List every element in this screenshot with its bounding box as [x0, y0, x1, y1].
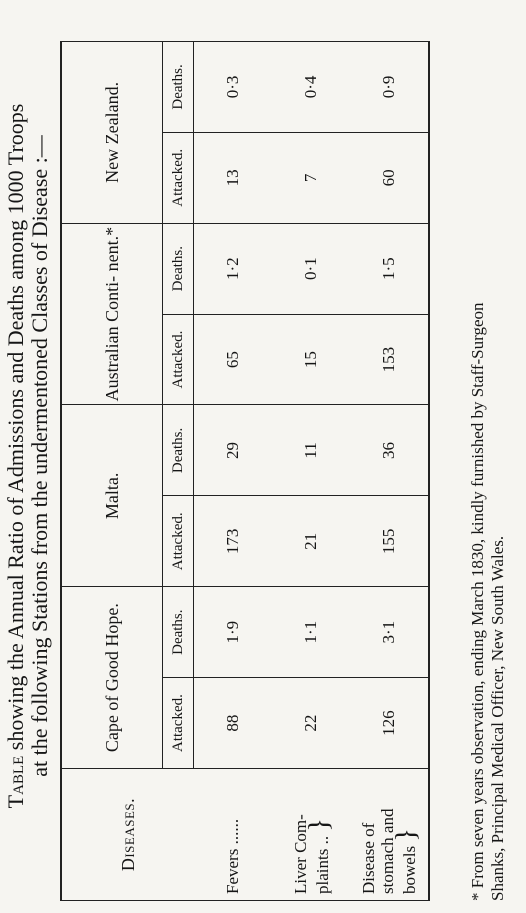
table-cell: 1·9 [194, 587, 273, 678]
table-cell: 0·3 [194, 42, 273, 133]
table-cell: 1·5 [350, 223, 429, 314]
brace-glyph: } [391, 828, 422, 842]
table-cell: 7 [272, 132, 350, 223]
table-cell: 36 [350, 405, 429, 496]
table-cell: 1·1 [272, 587, 350, 678]
row-label [350, 769, 429, 901]
caption-table-word: Table [3, 755, 28, 809]
table-row [272, 42, 350, 901]
table-cell: 0·9 [350, 42, 429, 133]
table-cell: 173 [194, 496, 273, 587]
station-header-new-zealand: New Zealand. [61, 42, 163, 224]
row-label [194, 769, 273, 901]
table-cell: 15 [272, 314, 350, 405]
station-header-malta: Malta. [61, 405, 163, 587]
attacked-header: Attacked. [163, 314, 194, 405]
table-cell: 88 [194, 678, 273, 769]
table-cell: 0·4 [272, 42, 350, 133]
brace-glyph: } [303, 818, 335, 832]
diseases-header: Diseases. [61, 769, 194, 901]
attacked-header: Attacked. [163, 132, 194, 223]
table-cell: 126 [350, 678, 429, 769]
table-cell: 0·1 [272, 223, 350, 314]
row-label-text: Fevers ...... [223, 818, 243, 894]
table-cell: 22 [272, 678, 350, 769]
table-row [194, 42, 273, 901]
table-cell: 11 [272, 405, 350, 496]
deaths-header: Deaths. [163, 223, 194, 314]
footnote [468, 11, 508, 901]
row-label-text: Liver Com- plaints .. [290, 814, 332, 894]
disease-ratio-table [60, 41, 430, 901]
table-cell: 155 [350, 496, 429, 587]
table-cell: 60 [350, 132, 429, 223]
table-cell: 29 [194, 405, 273, 496]
table-row [350, 42, 429, 901]
table-cell: 65 [194, 314, 273, 405]
footnote-line-2: Shanks, Principal Medical Officer, New South Wales. [488, 535, 507, 901]
attacked-header: Attacked. [163, 678, 194, 769]
table-caption [4, 11, 52, 901]
row-label-text: Disease of stomach and bowels [359, 808, 419, 894]
station-header-row [61, 42, 163, 901]
station-header-cape: Cape of Good Hope. [61, 587, 163, 769]
deaths-header: Deaths. [163, 405, 194, 496]
caption-line-1: showing the Annual Ratio of Admissions and Deaths among 1000 Troops [3, 103, 28, 751]
attacked-header: Attacked. [163, 496, 194, 587]
table-cell: 1·2 [194, 223, 273, 314]
row-label [272, 769, 350, 901]
table-cell: 21 [272, 496, 350, 587]
footnote-line-1: * From seven years observation, ending March 1830, kindly furnished by Staff-Surgeon [468, 302, 487, 901]
table-cell: 3·1 [350, 587, 429, 678]
caption-line-2: at the following Stations from the undermentoned Classes of Disease :— [27, 135, 52, 777]
table-cell: 13 [194, 132, 273, 223]
deaths-header: Deaths. [163, 42, 194, 133]
deaths-header: Deaths. [163, 587, 194, 678]
station-header-australia: Australian Conti- nent.* [61, 223, 163, 405]
table-cell: 153 [350, 314, 429, 405]
